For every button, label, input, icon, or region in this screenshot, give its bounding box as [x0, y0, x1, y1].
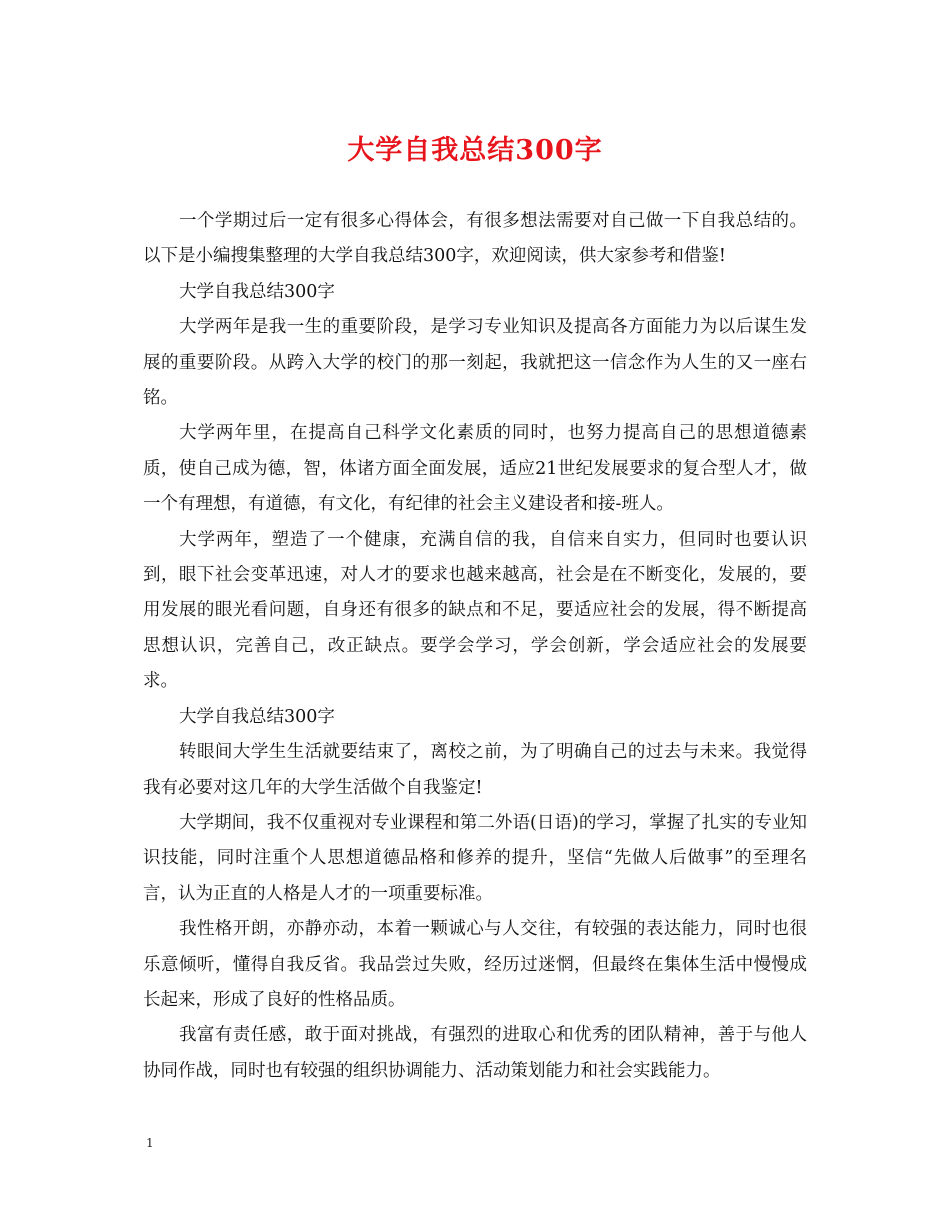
- document-body: [143, 204, 807, 1089]
- section-heading-1: 大学自我总结300字: [179, 281, 335, 302]
- paragraph: 我性格开朗，亦静亦动，本着一颗诚心与人交往，有较强的表达能力，同时也很乐意倾听，懂得自我反省。我品尝过失败，经历过迷惘，但最终在集体生活中慢慢成长起来，形成了良好的性格品质。: [143, 919, 807, 1010]
- paragraph: 大学两年是我一生的重要阶段，是学习专业知识及提高各方面能力为以后谋生发展的重要阶段。从跨入大学的校门的那一刻起，我就把这一信念作为人生的又一座右铭。: [143, 317, 807, 409]
- paragraph: 大学期间，我不仅重视对专业课程和第二外语(日语)的学习，掌握了扎实的专业知识技能，同时注重个人思想道德品格和修养的提升，坚信“先做人后做事”的至理名言，认为正直的人格是人才的一项重要标准。: [143, 812, 807, 904]
- paragraph-intro: 一个学期过后一定有很多心得体会，有很多想法需要对自己做一下自我总结的。以下是小编搜集整理的大学自我总结300字，欢迎阅读，供大家参考和借鉴!: [143, 211, 807, 267]
- paragraph: 大学两年里，在提高自己科学文化素质的同时，也努力提高自己的思想道德素质，使自己成为德，智，体诸方面全面发展，适应21世纪发展要求的复合型人才，做一个有理想，有道德，有文化，有纪律的社会主义建设者和接-班人。: [143, 423, 807, 515]
- paragraph: 我富有责任感，敢于面对挑战，有强烈的进取心和优秀的团队精神，善于与他人协同作战，同时也有较强的组织协调能力、活动策划能力和社会实践能力。: [143, 1025, 807, 1081]
- paragraph: 大学两年，塑造了一个健康，充满自信的我，自信来自实力，但同时也要认识到，眼下社会变革迅速，对人才的要求也越来越高，社会是在不断变化，发展的，要用发展的眼光看问题，自身还有很多的缺点和不足，要适应社会的发展，得不断提高思想认识，完善自己，改正缺点。要学会学习，学会创新，学会适应社会的发展要求。: [143, 529, 807, 692]
- paragraph: 转眼间大学生生活就要结束了，离校之前，为了明确自己的过去与未来。我觉得我有必要对这几年的大学生活做个自我鉴定!: [143, 742, 807, 798]
- section-heading-2: 大学自我总结300字: [179, 706, 335, 727]
- page-number: 1: [146, 1136, 154, 1150]
- document-title: 大学自我总结300字: [347, 135, 603, 166]
